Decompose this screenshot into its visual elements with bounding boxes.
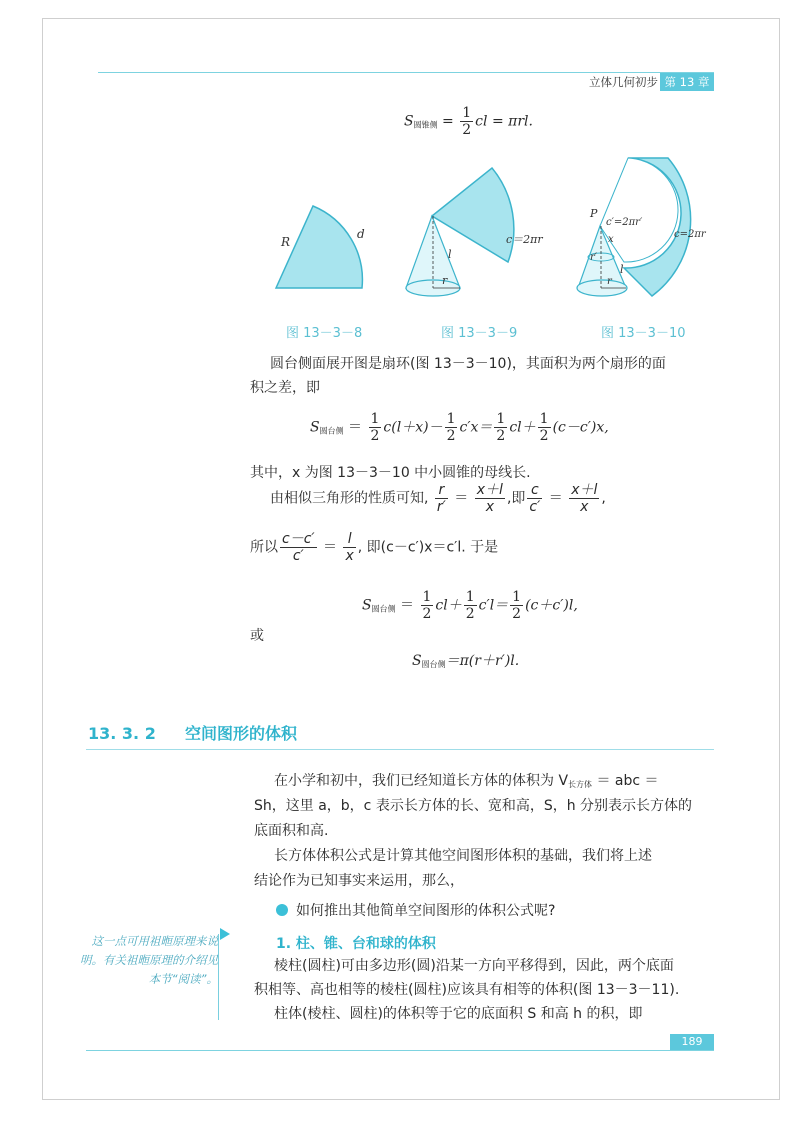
fig9-label-c: c＝2πr — [506, 233, 543, 246]
header-section-title: 立体几何初步 — [589, 75, 658, 89]
section-paragraph-3-line2: 积相等、高也相等的棱柱(圆柱)应该具有相等的体积(图 13－3－11). — [254, 982, 680, 998]
fig10-label-l: l — [620, 263, 624, 276]
caption-fig-13-3-8: 图 13－3－8 — [286, 326, 363, 341]
fig9-label-l: l — [448, 248, 452, 261]
formula-frustum-lateral-1: $S_{圆台侧}$ ＝ $\frac{1}{2}$ c(l＋x)－ $\frac{1}{2}$ c′x＝ $\frac{1}{2}$ cl＋ $\frac{1}{2}$ (c－c′)x, — [310, 411, 609, 444]
footer-rule — [86, 1050, 714, 1051]
fig8-label-R: R — [281, 235, 291, 249]
margin-note: 这一点可用祖暅原理来说明。有关祖暅原理的介绍见本节“阅读”。 — [80, 934, 218, 986]
section-rule — [86, 749, 714, 750]
paragraph-frustum-line1: 圆台侧面展开图是扇环(图 13－3－10)，其面积为两个扇形的面 — [270, 356, 666, 372]
section-paragraph-1-line3: 底面积和高. — [254, 823, 329, 839]
page-number: 189 — [670, 1034, 714, 1050]
formula-frustum-lateral-3: $S_{圆台侧}=\pi(r+r')l$. — [412, 653, 520, 669]
fig10-label-cprime: c′=2πr′ — [606, 217, 643, 228]
fig10-label-r: r — [607, 276, 612, 287]
section-paragraph-1-line2: Sh，这里 a，b，c 表示长方体的长、宽和高，S，h 分别表示长方体的 — [254, 798, 693, 814]
fig10-label-P: P — [590, 207, 598, 220]
margin-note-rule — [218, 934, 219, 1020]
section-paragraph-3-line1: 棱柱(圆柱)可由多边形(圆)沿某一方向平移得到，因此，两个底面 — [274, 958, 674, 974]
caption-fig-13-3-10: 图 13－3－10 — [601, 326, 686, 341]
section-heading — [88, 721, 297, 744]
section-number: 13. 3. 2 — [88, 724, 156, 743]
formula-cone-lateral: $S_{圆锥侧}$ = $\frac{1}{2}$ cl = πrl. — [404, 105, 533, 138]
figures-svg — [0, 0, 800, 360]
margin-note-pointer-icon — [220, 928, 230, 940]
word-or: 或 — [250, 628, 264, 644]
fig10-label-c: c=2πr — [674, 229, 706, 240]
figure-13-3-8 — [276, 206, 365, 288]
fig10-label-x: x — [608, 234, 614, 245]
paragraph-x-definition: 其中，x 为图 13－3－10 中小圆锥的母线长. — [250, 465, 531, 481]
sub-heading: 1. 柱、锥、台和球的体积 — [276, 936, 436, 952]
fig10-label-rprime: r′ — [590, 252, 598, 263]
figure-13-3-9 — [406, 168, 543, 296]
figure-13-3-10 — [577, 158, 707, 296]
section-title: 空间图形的体积 — [184, 724, 297, 743]
section-paragraph-1-line1: 在小学和初中，我们已经知道长方体的体积为 $V_{长方体}$ ＝ abc ＝ — [274, 773, 659, 789]
paragraph-similar-triangles: 由相似三角形的性质可知, $\frac{r}{r'}$ ＝ $\frac{x+l}{x}$ ,即 $\frac{c}{c'}$ ＝ $\frac{x+l}{x}$ , — [270, 482, 606, 515]
fig9-label-r: r — [442, 274, 448, 287]
section-paragraph-4: 柱体(棱柱、圆柱)的体积等于它的底面积 S 和高 h 的积，即 — [274, 1006, 643, 1022]
formula-frustum-lateral-2: $S_{圆台侧}$ ＝ $\frac{1}{2}$ cl＋ $\frac{1}{2}$ c′l＝ $\frac{1}{2}$ (c＋c′)l, — [362, 589, 578, 622]
question-bullet-icon — [276, 904, 288, 916]
header-chapter-label: 第 13 章 — [660, 73, 714, 91]
question-line: 如何推出其他简单空间图形的体积公式呢? — [276, 900, 555, 920]
paragraph-frustum-line2: 积之差，即 — [250, 380, 320, 396]
section-paragraph-2-line1: 长方体体积公式是计算其他空间图形体积的基础，我们将上述 — [274, 848, 652, 864]
fig8-label-d: d — [357, 227, 365, 241]
caption-fig-13-3-9: 图 13－3－9 — [441, 326, 518, 341]
paragraph-therefore: 所以 $\frac{c-c'}{c'}$ ＝ $\frac{l}{x}$ , 即(c－c′)x＝c′l. 于是 — [250, 531, 499, 564]
section-paragraph-2-line2: 结论作为已知事实来运用，那么， — [254, 873, 464, 889]
